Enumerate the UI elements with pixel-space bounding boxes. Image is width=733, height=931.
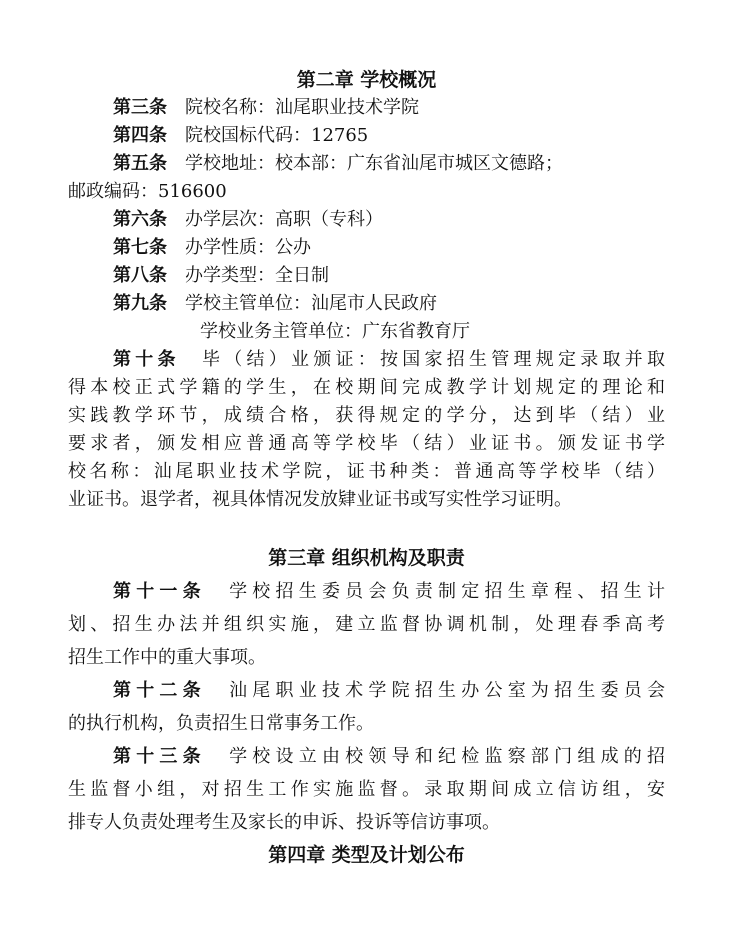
article-label: 第七条 bbox=[113, 237, 167, 258]
article-12 bbox=[113, 677, 665, 705]
article-10 bbox=[113, 346, 665, 374]
chapter-3-heading: 第三章 组织机构及职责 bbox=[268, 547, 465, 569]
article-10-line-4: 要求者，颁发相应普通高等学校毕（结）业证书。颁发证书学 bbox=[68, 433, 665, 454]
article-label: 第十三条 bbox=[113, 746, 206, 767]
article-text: 学校主管单位：汕尾市人民政府 bbox=[185, 293, 437, 314]
article-13-line-2: 生监督小组，对招生工作实施监督。录取期间成立信访组，安 bbox=[68, 779, 665, 800]
article-11 bbox=[113, 578, 665, 606]
article-label: 第六条 bbox=[113, 209, 167, 230]
chapter-4-heading: 第四章 类型及计划公布 bbox=[268, 844, 465, 866]
article-text: 毕（结）业颁证：按国家招生管理规定录取并取 bbox=[197, 349, 665, 370]
article-8 bbox=[113, 262, 329, 290]
article-text: 办学层次：高职（专科） bbox=[185, 209, 383, 230]
article-11-line-2: 划、招生办法并组织实施，建立监督协调机制，处理春季高考 bbox=[68, 614, 665, 635]
article-label: 第八条 bbox=[113, 265, 167, 286]
article-5 bbox=[113, 150, 563, 178]
article-label: 第十条 bbox=[113, 349, 180, 370]
article-label: 第十二条 bbox=[113, 680, 206, 701]
article-text: 办学类型：全日制 bbox=[185, 265, 329, 286]
article-6 bbox=[113, 206, 383, 234]
article-text: 汕尾职业技术学院招生办公室为招生委员会 bbox=[223, 680, 666, 701]
article-5-cont: 邮政编码：516600 bbox=[68, 181, 227, 202]
article-text: 院校名称：汕尾职业技术学院 bbox=[185, 97, 419, 118]
article-label: 第三条 bbox=[113, 97, 167, 118]
article-12-line-2: 的执行机构，负责招生日常事务工作。 bbox=[68, 713, 374, 734]
article-10-line-5: 校名称：汕尾职业技术学院，证书种类：普通高等学校毕（结） bbox=[68, 461, 665, 482]
article-13 bbox=[113, 743, 665, 771]
article-label: 第十一条 bbox=[113, 581, 206, 602]
article-9-cont: 学校业务主管单位：广东省教育厅 bbox=[200, 321, 470, 342]
article-label: 第五条 bbox=[113, 153, 167, 174]
article-4 bbox=[113, 122, 368, 150]
article-text: 办学性质：公办 bbox=[185, 237, 311, 258]
article-text: 学校设立由校领导和纪检监察部门组成的招 bbox=[223, 746, 666, 767]
article-text: 学校招生委员会负责制定招生章程、招生计 bbox=[223, 581, 666, 602]
article-11-line-3: 招生工作中的重大事项。 bbox=[68, 647, 266, 668]
article-7 bbox=[113, 234, 311, 262]
article-text: 学校地址：校本部：广东省汕尾市城区文德路； bbox=[185, 153, 563, 174]
article-13-line-3: 排专人负责处理考生及家长的申诉、投诉等信访事项。 bbox=[68, 812, 500, 833]
article-text: 院校国标代码：12765 bbox=[185, 125, 369, 146]
article-10-line-3: 实践教学环节，成绩合格，获得规定的学分，达到毕（结）业 bbox=[68, 405, 665, 426]
article-3 bbox=[113, 94, 419, 122]
article-label: 第九条 bbox=[113, 293, 167, 314]
article-9 bbox=[113, 290, 437, 318]
article-label: 第四条 bbox=[113, 125, 167, 146]
article-10-line-2: 得本校正式学籍的学生，在校期间完成教学计划规定的理论和 bbox=[68, 377, 665, 398]
article-10-line-6: 业证书。退学者，视具体情况发放肄业证书或写实性学习证明。 bbox=[68, 489, 572, 510]
chapter-2-heading: 第二章 学校概况 bbox=[296, 69, 437, 91]
